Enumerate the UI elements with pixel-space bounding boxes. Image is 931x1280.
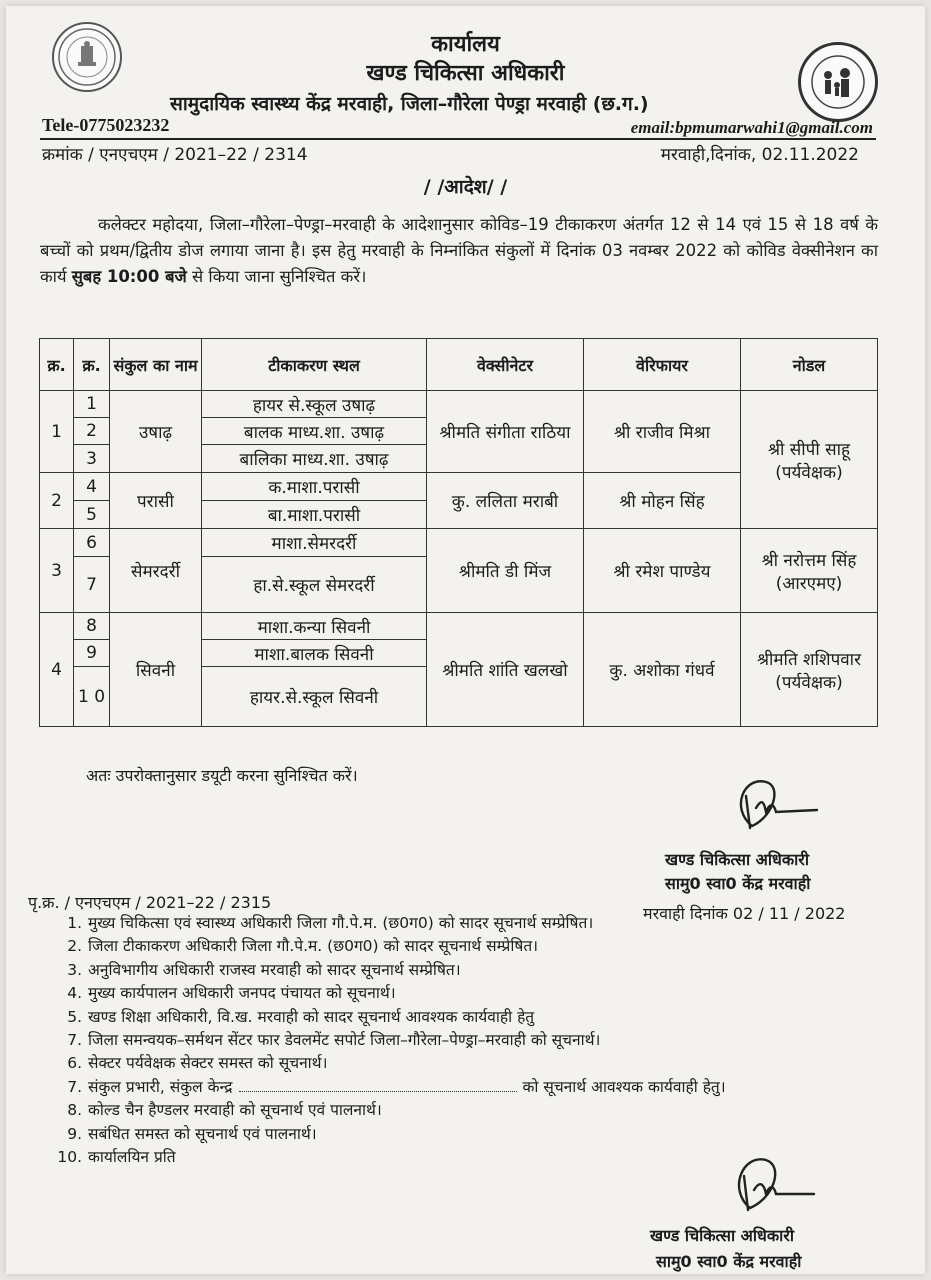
item-text: खण्ड शिक्षा अधिकारी, वि.ख. मरवाही को सादर सूचनार्थ आवश्यक कार्यवाही हेतु bbox=[88, 1007, 535, 1026]
item-number: 7. bbox=[67, 1030, 82, 1049]
item-text: सबंधित समस्त को सूचनार्थ एवं पालनार्थ। bbox=[88, 1124, 317, 1143]
verifier-name: श्री राजीव मिश्रा bbox=[584, 391, 741, 473]
list-item bbox=[52, 912, 872, 935]
list-item bbox=[52, 1052, 872, 1075]
signature-icon bbox=[722, 1148, 832, 1218]
list-item bbox=[52, 935, 872, 958]
order-body-end: से किया जाना सुनिश्चित करें। bbox=[192, 267, 367, 286]
office-label: कार्यालय bbox=[431, 32, 500, 57]
site-number: 9 bbox=[74, 640, 110, 667]
header-cell: वेक्सीनेटर bbox=[427, 339, 584, 391]
order-title: / /आदेश/ / bbox=[423, 176, 508, 198]
site-name: क.माशा.परासी bbox=[202, 473, 427, 501]
item-number: 4. bbox=[67, 984, 82, 1003]
group-number: 1 bbox=[40, 391, 74, 473]
group-number: 4 bbox=[40, 613, 74, 727]
verifier-name: श्री मोहन सिंह bbox=[584, 473, 741, 529]
sankul-name: सेमरदर्री bbox=[110, 529, 202, 613]
sankul-name: सिवनी bbox=[110, 613, 202, 727]
site-number: 2 bbox=[74, 418, 110, 445]
telephone: Tele-0775023232 bbox=[42, 115, 170, 135]
site-number: 1 bbox=[74, 391, 110, 418]
item-number: 7. bbox=[67, 1077, 82, 1096]
closing-instruction: अतः उपरोक्तानुसार डयूटी करना सुनिश्चित करें। bbox=[86, 766, 358, 785]
nodal-name: श्री नरोत्तम सिंह (आरएमए) bbox=[741, 529, 878, 613]
office-address: सामुदायिक स्वास्थ्य केंद्र मरवाही, जिला–गौरेला पेण्ड्रा मरवाही (छ.ग.) bbox=[170, 93, 649, 115]
item-number: 5. bbox=[67, 1007, 82, 1026]
sankul-name: परासी bbox=[110, 473, 202, 529]
vaccinator-name: श्रीमति शांति खलखो bbox=[427, 613, 584, 727]
header-cell: क्र. bbox=[74, 339, 110, 391]
site-name: माशा.बालक सिवनी bbox=[202, 640, 427, 667]
site-number: 4 bbox=[74, 473, 110, 501]
header-cell: संकुल का नाम bbox=[110, 339, 202, 391]
item-text: कोल्ड चैन हैण्डलर मरवाही को सूचनार्थ एवं पालनार्थ। bbox=[88, 1101, 382, 1120]
list-item bbox=[52, 1099, 872, 1122]
site-number: 8 bbox=[74, 613, 110, 640]
header-cell: वेरिफायर bbox=[584, 339, 741, 391]
site-number: 7 bbox=[74, 557, 110, 613]
item-number: 10. bbox=[57, 1147, 82, 1166]
header-divider bbox=[40, 138, 876, 140]
table-header-row bbox=[40, 339, 878, 391]
site-number: 5 bbox=[74, 501, 110, 529]
site-number: 6 bbox=[74, 529, 110, 557]
signatory-title: खण्ड चिकित्सा अधिकारी bbox=[650, 1226, 794, 1245]
table-row bbox=[40, 613, 878, 640]
place-date: मरवाही,दिनांक, 02.11.2022 bbox=[660, 145, 859, 165]
vaccination-table bbox=[39, 338, 878, 727]
verifier-name: श्री रमेश पाण्डेय bbox=[584, 529, 741, 613]
table-row bbox=[40, 529, 878, 557]
order-body bbox=[40, 212, 878, 290]
header-cell: क्र. bbox=[40, 339, 74, 391]
item-text: जिला टीकाकरण अधिकारी जिला गौ.पे.म. (छ0ग0) को सादर सूचनार्थ सम्प्रेषित। bbox=[88, 937, 539, 956]
item-text: अनुविभागीय अधिकारी राजस्व मरवाही को सादर सूचनार्थ सम्प्रेषित। bbox=[88, 960, 461, 979]
email: email:bpmumarwahi1@gmail.com bbox=[630, 118, 873, 137]
site-name: माशा.सेमरदर्री bbox=[202, 529, 427, 557]
item-number: 1. bbox=[67, 914, 82, 932]
nodal-name: श्री सीपी साहू (पर्यवेक्षक) bbox=[741, 391, 878, 529]
header-cell: टीकाकरण स्थल bbox=[202, 339, 427, 391]
reference-number: क्रमांक / एनएचएम / 2021–22 / 2314 bbox=[42, 145, 308, 165]
site-name: माशा.कन्या सिवनी bbox=[202, 613, 427, 640]
item-number: 3. bbox=[67, 960, 82, 979]
site-name: बालिका माध्य.शा. उषाढ़ bbox=[202, 445, 427, 473]
item-text-end: को सूचनार्थ आवश्यक कार्यवाही हेतु। bbox=[522, 1077, 726, 1096]
verifier-name: कु. अशोका गंधर्व bbox=[584, 613, 741, 727]
list-item bbox=[52, 1029, 872, 1052]
group-number: 2 bbox=[40, 473, 74, 529]
vaccinator-name: श्रीमति डी मिंज bbox=[427, 529, 584, 613]
copy-date: मरवाही दिनांक 02 / 11 / 2022 bbox=[643, 904, 846, 923]
vaccinator-name: श्रीमति संगीता राठिया bbox=[427, 391, 584, 473]
site-number: 1 0 bbox=[74, 667, 110, 727]
signatory-org: सामु0 स्वा0 केंद्र मरवाही bbox=[665, 874, 811, 893]
group-number: 3 bbox=[40, 529, 74, 613]
nodal-name: श्रीमति शशिपवार (पर्यवेक्षक) bbox=[741, 613, 878, 727]
item-text: कार्यालयिन प्रति bbox=[88, 1147, 176, 1166]
office-title: खण्ड चिकित्सा अधिकारी bbox=[366, 61, 565, 86]
signatory-title: खण्ड चिकित्सा अधिकारी bbox=[665, 850, 809, 869]
site-number: 3 bbox=[74, 445, 110, 473]
item-number: 6. bbox=[67, 1054, 82, 1073]
item-number: 8. bbox=[67, 1101, 82, 1120]
list-item bbox=[52, 1123, 872, 1146]
list-item bbox=[52, 1006, 872, 1029]
copy-distribution-list bbox=[52, 912, 872, 1169]
item-text: मुख्य कार्यपालन अधिकारी जनपद पंचायत को सूचनार्थ। bbox=[88, 984, 396, 1003]
signature-icon bbox=[722, 768, 832, 838]
item-text: संकुल प्रभारी, संकुल केन्द्र bbox=[88, 1077, 233, 1096]
copy-reference-number: पृ.क्र. / एनएचएम / 2021–22 / 2315 bbox=[28, 893, 272, 912]
order-body-text: कलेक्टर महोदया, जिला–गौरेला–पेण्ड्रा–मरवाही के आदेशानुसार कोविड–19 टीकाकरण अंतर्गत 12 से 14 एवं 15 से 18 वर्ष के बच्चों को प्रथम/द्वितीय डोज लगाया जाना है। इस हेतु मरवाही के निम्नांकित संकुलों में दिनांक 03 नवम्बर 2022 को कोविड वेक्सीनेशन का कार्य bbox=[40, 215, 878, 286]
item-text: जिला समन्वयक–सर्मथन सेंटर फार डेवलमेंट सपोर्ट जिला–गौरेला–पेण्ड्रा–मरवाही को सूचनार्थ। bbox=[88, 1030, 601, 1049]
site-name: हायर.से.स्कूल सिवनी bbox=[202, 667, 427, 727]
vaccinator-name: कु. ललिता मराबी bbox=[427, 473, 584, 529]
list-item bbox=[52, 982, 872, 1005]
order-body-time: सुबह 10:00 बजे bbox=[71, 267, 187, 286]
site-name: हायर से.स्कूल उषाढ़ bbox=[202, 391, 427, 418]
table-row bbox=[40, 391, 878, 418]
blank-line bbox=[239, 1081, 517, 1092]
list-item bbox=[52, 1076, 872, 1099]
site-name: बा.माशा.परासी bbox=[202, 501, 427, 529]
item-number: 9. bbox=[67, 1124, 82, 1143]
item-number: 2. bbox=[67, 937, 82, 956]
header-cell: नोडल bbox=[741, 339, 878, 391]
site-name: बालक माध्य.शा. उषाढ़ bbox=[202, 418, 427, 445]
sankul-name: उषाढ़ bbox=[110, 391, 202, 473]
signatory-org: सामु0 स्वा0 केंद्र मरवाही bbox=[656, 1252, 802, 1271]
site-name: हा.से.स्कूल सेमरदर्री bbox=[202, 557, 427, 613]
item-text: सेक्टर पर्यवेक्षक सेक्टर समस्त को सूचनार्थ। bbox=[88, 1054, 328, 1073]
list-item bbox=[52, 959, 872, 982]
item-text: मुख्य चिकित्सा एवं स्वास्थ्य अधिकारी जिला गौ.पे.म. (छ0ग0) को सादर सूचनार्थ सम्प्रेषित। bbox=[88, 914, 594, 932]
